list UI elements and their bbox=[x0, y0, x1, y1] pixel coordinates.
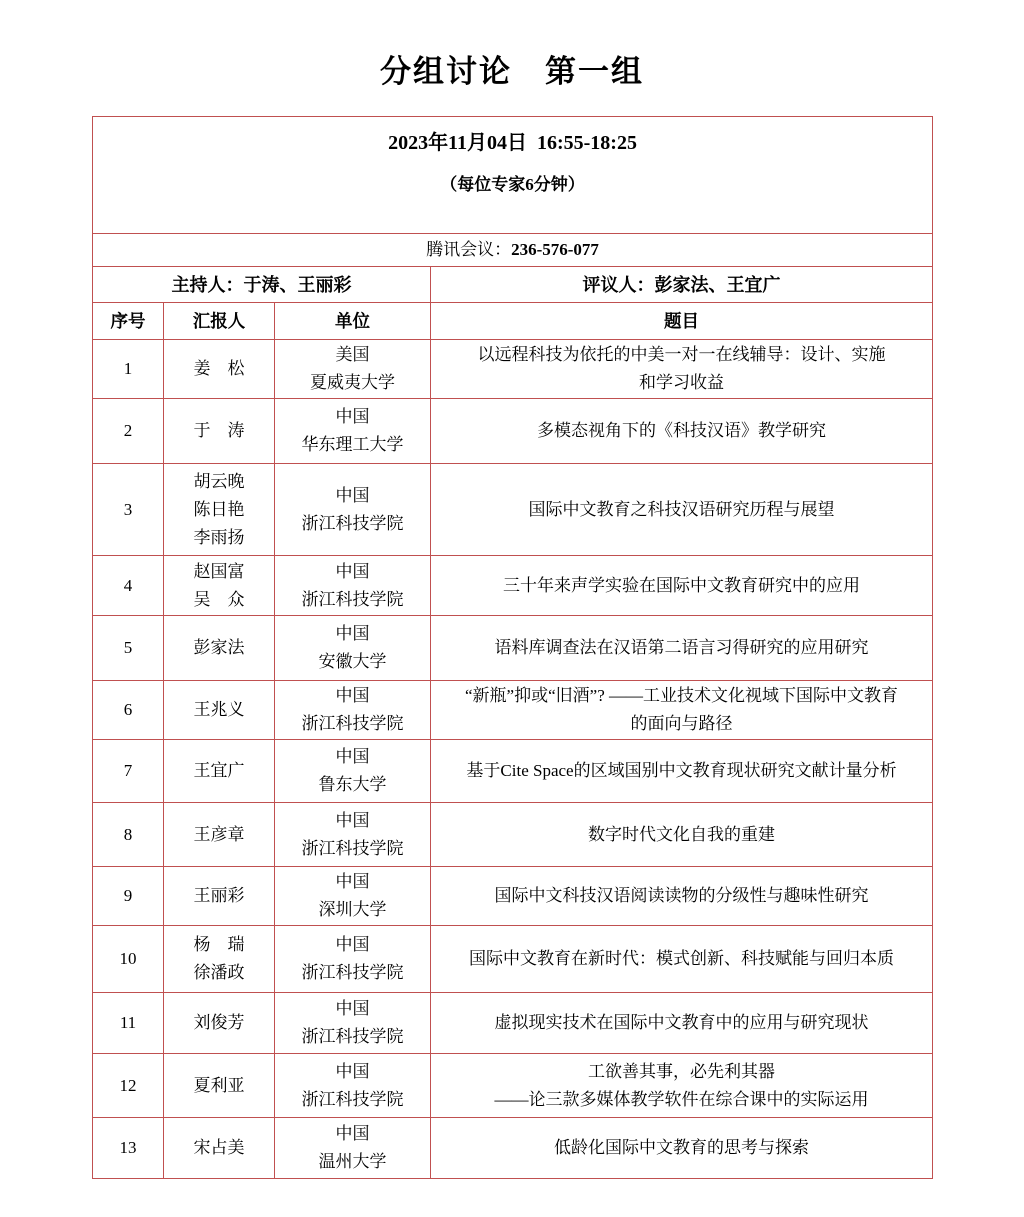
column-header-row bbox=[93, 303, 933, 340]
table-row bbox=[93, 867, 933, 926]
session-info-row bbox=[93, 117, 933, 234]
meeting-row bbox=[93, 234, 933, 267]
presenter-names: 宋占美 bbox=[164, 1118, 275, 1179]
row-number: 8 bbox=[93, 803, 164, 867]
row-number: 7 bbox=[93, 740, 164, 803]
table-row bbox=[93, 926, 933, 993]
presenter-names: 王宜广 bbox=[164, 740, 275, 803]
presenter-names: 彭家法 bbox=[164, 616, 275, 681]
table-row bbox=[93, 681, 933, 740]
presentation-title: 国际中文教育之科技汉语研究历程与展望 bbox=[431, 464, 933, 556]
presentation-title: “新瓶”抑或“旧酒”? ——工业技术文化视域下国际中文教育 的面向与路径 bbox=[431, 681, 933, 740]
row-number: 6 bbox=[93, 681, 164, 740]
header-title: 题目 bbox=[431, 303, 933, 340]
affiliation: 中国 浙江科技学院 bbox=[275, 803, 431, 867]
presentation-title: 国际中文科技汉语阅读读物的分级性与趣味性研究 bbox=[431, 867, 933, 926]
page-title: 分组讨论 第一组 bbox=[380, 54, 644, 89]
table-row bbox=[93, 803, 933, 867]
discussants-cell: 评议人：彭家法、王宜广 bbox=[431, 267, 933, 303]
presenter-names: 胡云晚 陈日艳 李雨扬 bbox=[164, 464, 275, 556]
presentation-title: 多模态视角下的《科技汉语》教学研究 bbox=[431, 399, 933, 464]
hosts-cell: 主持人：于涛、王丽彩 bbox=[93, 267, 431, 303]
meeting-cell bbox=[93, 234, 933, 267]
table-row bbox=[93, 616, 933, 681]
presenter-names: 赵国富 吴 众 bbox=[164, 556, 275, 616]
table-row bbox=[93, 556, 933, 616]
affiliation: 美国 夏威夷大学 bbox=[275, 340, 431, 399]
row-number: 3 bbox=[93, 464, 164, 556]
row-number: 12 bbox=[93, 1054, 164, 1118]
affiliation: 中国 安徽大学 bbox=[275, 616, 431, 681]
session-datetime: 2023年11月04日 16:55-18:25 bbox=[388, 132, 637, 154]
presenter-names: 夏利亚 bbox=[164, 1054, 275, 1118]
header-no: 序号 bbox=[93, 303, 164, 340]
affiliation: 中国 浙江科技学院 bbox=[275, 681, 431, 740]
meeting-label: 腾讯会议： bbox=[426, 240, 512, 259]
table-row bbox=[93, 1054, 933, 1118]
session-info-cell bbox=[93, 117, 933, 234]
row-number: 2 bbox=[93, 399, 164, 464]
presentation-title: 工欲善其事，必先利其器 ——论三款多媒体教学软件在综合课中的实际运用 bbox=[431, 1054, 933, 1118]
presentation-title: 基于Cite Space的区域国别中文教育现状研究文献计量分析 bbox=[431, 740, 933, 803]
row-number: 5 bbox=[93, 616, 164, 681]
affiliation: 中国 浙江科技学院 bbox=[275, 464, 431, 556]
affiliation: 中国 华东理工大学 bbox=[275, 399, 431, 464]
presenter-names: 姜 松 bbox=[164, 340, 275, 399]
presentation-title: 虚拟现实技术在国际中文教育中的应用与研究现状 bbox=[431, 993, 933, 1054]
presentation-title: 以远程科技为依托的中美一对一在线辅导：设计、实施 和学习收益 bbox=[431, 340, 933, 399]
affiliation: 中国 鲁东大学 bbox=[275, 740, 431, 803]
row-number: 4 bbox=[93, 556, 164, 616]
presenter-names: 王彦章 bbox=[164, 803, 275, 867]
row-number: 10 bbox=[93, 926, 164, 993]
affiliation: 中国 深圳大学 bbox=[275, 867, 431, 926]
row-number: 9 bbox=[93, 867, 164, 926]
hosts-row bbox=[93, 267, 933, 303]
presenter-names: 于 涛 bbox=[164, 399, 275, 464]
affiliation: 中国 浙江科技学院 bbox=[275, 926, 431, 993]
affiliation: 中国 温州大学 bbox=[275, 1118, 431, 1179]
table-row bbox=[93, 993, 933, 1054]
presenter-names: 杨 瑞 徐潘政 bbox=[164, 926, 275, 993]
affiliation: 中国 浙江科技学院 bbox=[275, 556, 431, 616]
table-row bbox=[93, 740, 933, 803]
table-row bbox=[93, 464, 933, 556]
header-affiliation: 单位 bbox=[275, 303, 431, 340]
affiliation: 中国 浙江科技学院 bbox=[275, 993, 431, 1054]
schedule-table bbox=[92, 116, 933, 1179]
presentation-title: 低龄化国际中文教育的思考与探索 bbox=[431, 1118, 933, 1179]
presentation-title: 三十年来声学实验在国际中文教育研究中的应用 bbox=[431, 556, 933, 616]
row-number: 11 bbox=[93, 993, 164, 1054]
presentation-title: 国际中文教育在新时代：模式创新、科技赋能与回归本质 bbox=[431, 926, 933, 993]
session-note: （每位专家6分钟） bbox=[440, 175, 585, 194]
header-presenter: 汇报人 bbox=[164, 303, 275, 340]
presentation-title: 数字时代文化自我的重建 bbox=[431, 803, 933, 867]
table-row bbox=[93, 1118, 933, 1179]
presenter-names: 刘俊芳 bbox=[164, 993, 275, 1054]
table-row bbox=[93, 399, 933, 464]
row-number: 1 bbox=[93, 340, 164, 399]
affiliation: 中国 浙江科技学院 bbox=[275, 1054, 431, 1118]
row-number: 13 bbox=[93, 1118, 164, 1179]
meeting-id: 236-576-077 bbox=[511, 240, 599, 259]
presenter-names: 王兆义 bbox=[164, 681, 275, 740]
presentation-title: 语料库调查法在汉语第二语言习得研究的应用研究 bbox=[431, 616, 933, 681]
table-row bbox=[93, 340, 933, 399]
presenter-names: 王丽彩 bbox=[164, 867, 275, 926]
